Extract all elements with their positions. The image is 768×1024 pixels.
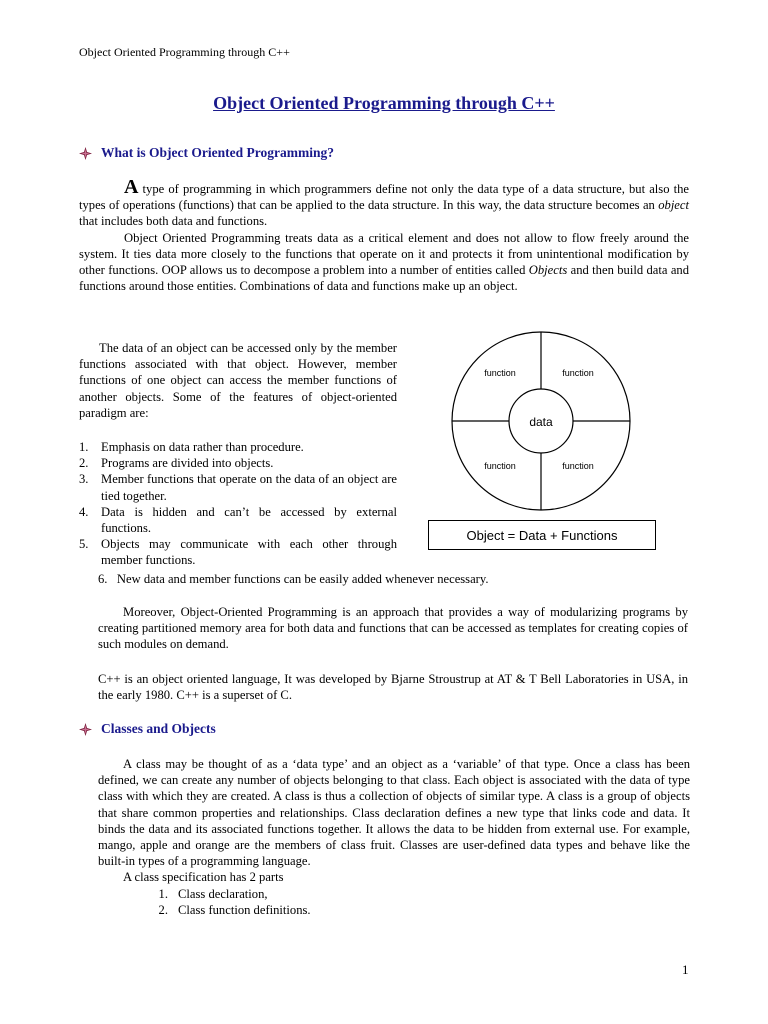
list-num: 1. bbox=[158, 887, 168, 901]
list-item bbox=[79, 455, 397, 471]
list-text: Data is hidden and can’t be accessed by external functions. bbox=[101, 504, 397, 536]
diagram-center-label: data bbox=[529, 415, 553, 429]
list-num: 2. bbox=[79, 456, 89, 471]
diagram-function-label: function bbox=[562, 368, 594, 378]
oop-text: Object Oriented Programming treats data as a critical element and does not allow to flow freely around the system. It ties data more closely to the functions that operate on it and protects it from unintentional modification by other functions. OOP allows us to decompose a problem into a number of entities called bbox=[79, 230, 689, 278]
features-list bbox=[79, 439, 397, 569]
diagram-function-label: function bbox=[484, 461, 516, 471]
cpp-history-paragraph: C++ is an object oriented language, It was developed by Bjarne Stroustrup at AT & T Bell Laboratories in USA, in the early 1980. C++ is a superset of C. bbox=[98, 672, 688, 703]
modularizing-paragraph bbox=[98, 604, 688, 653]
diagram-function-label: function bbox=[562, 461, 594, 471]
list-text: Class declaration, bbox=[178, 887, 268, 901]
modularizing-text: Moreover, Object-Oriented Programming is an approach that provides a way of modularizing programs by creating partitioned memory area for both data and functions that can be accessed as templates for creating copies of such modules on demand. bbox=[98, 605, 688, 652]
drop-cap: A bbox=[124, 176, 139, 198]
list-text: Programs are divided into objects. bbox=[101, 456, 274, 471]
intro-paragraph bbox=[79, 176, 690, 294]
list-num: 5. bbox=[79, 537, 89, 552]
list-num: 4. bbox=[79, 504, 89, 519]
section-heading-text: Classes and Objects bbox=[101, 721, 216, 736]
arrow-bullet-icon bbox=[79, 723, 92, 736]
list-text: New data and member functions can be easily added whenever necessary. bbox=[116, 572, 489, 586]
arrow-bullet-icon bbox=[79, 147, 92, 160]
diagram-function-label: function bbox=[484, 368, 516, 378]
document-title: Object Oriented Programming through C++ bbox=[213, 93, 555, 113]
list-text: Emphasis on data rather than procedure. bbox=[101, 440, 304, 454]
list-item bbox=[79, 504, 397, 536]
access-paragraph bbox=[79, 340, 397, 421]
list-text: Class function definitions. bbox=[178, 903, 311, 918]
section-heading-oop bbox=[79, 145, 334, 161]
list-item bbox=[79, 439, 397, 455]
class-text: A class may be thought of as a ‘data type’ and an object as a ‘variable’ of that type. Once a class has been defined, we can create any number of objects belonging to that class. Each object is associated with the data of type class with which they are created. A class is thus a collection of objects of similar type. A class is a group of objects that share common properties and relationships. Class declaration defines a new type that links code and data. It binds the data and its associated functions together. It allows the data to be hidden from external use. For example, mango, apple and orange are the members of class fruit. Classes are user-defined data types and behave like the built-in types of a programming language. bbox=[98, 757, 690, 869]
list-num: 1. bbox=[79, 440, 89, 454]
list-item-6 bbox=[98, 572, 489, 587]
class-spec-text: A class specification has 2 parts bbox=[123, 870, 284, 885]
list-item bbox=[98, 902, 311, 918]
list-text: Objects may communicate with each other through member functions. bbox=[101, 537, 397, 568]
list-num: 3. bbox=[79, 472, 89, 487]
section-heading-classes bbox=[79, 721, 216, 737]
emphasis-object: object bbox=[658, 198, 689, 213]
list-item bbox=[79, 536, 397, 568]
object-diagram bbox=[450, 330, 632, 512]
list-item bbox=[79, 471, 397, 503]
intro-text-end: that includes both data and functions. bbox=[79, 214, 268, 229]
emphasis-objects: Objects bbox=[528, 263, 568, 278]
list-item bbox=[98, 886, 311, 902]
section-heading-text: What is Object Oriented Programming? bbox=[101, 145, 334, 160]
class-parts-list bbox=[98, 886, 311, 918]
diagram-caption: Object = Data + Functions bbox=[428, 520, 656, 550]
intro-text: type of programming in which programmers define not only the data type of a data structure, but also the types of operations (functions) that can be applied to the data structure. In this way, the data structure becomes an bbox=[79, 182, 689, 213]
oop-text-end: and then build data and functions around those entities. Combinations of data and functions make up an object. bbox=[79, 263, 690, 294]
access-text: The data of an object can be accessed only by the member functions associated with that object. However, member functions of one object can access the member functions of another objects. Some of the features of object-oriented paradigm are: bbox=[79, 341, 397, 420]
page-number: 1 bbox=[682, 962, 689, 977]
class-paragraph bbox=[98, 756, 690, 886]
list-num: 6. bbox=[98, 572, 108, 586]
list-num: 2. bbox=[158, 903, 168, 918]
running-header: Object Oriented Programming through C++ bbox=[79, 45, 290, 59]
oop-definition-paragraph bbox=[79, 230, 689, 295]
list-text: Member functions that operate on the data of an object are tied together. bbox=[101, 472, 397, 503]
